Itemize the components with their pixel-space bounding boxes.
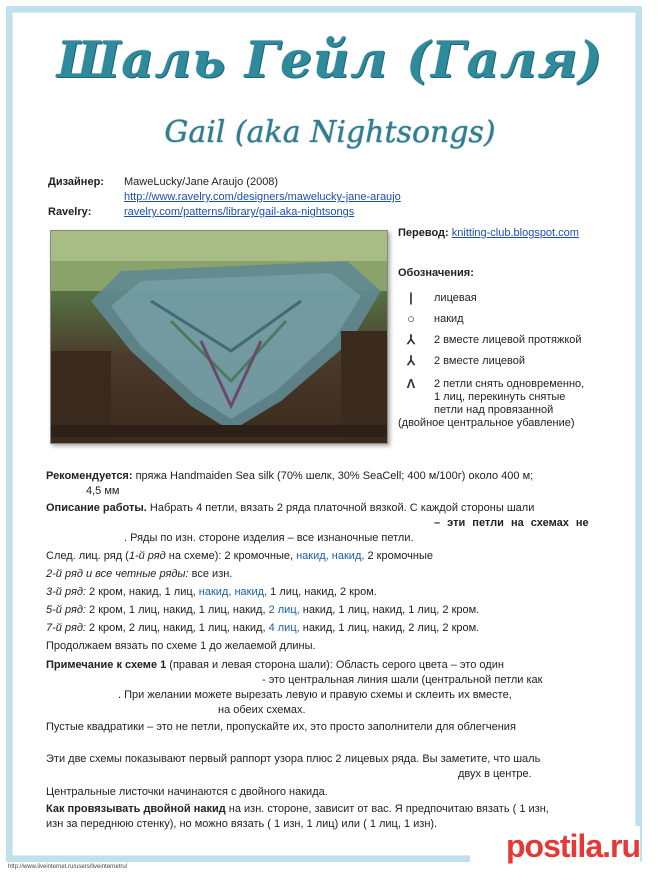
translation-row [398, 227, 579, 239]
description-line-3: . Ряды по изн. стороне изделия – все изнаночные петли. [124, 532, 414, 544]
central-double-decrease-icon: Λ [406, 376, 416, 391]
yarn-over-icon: ○ [407, 311, 415, 326]
legend-item-ssk: 2 вместе лицевой протяжкой [434, 334, 582, 346]
watermark-logo: postila.ru [470, 826, 640, 866]
legend-item-knit: лицевая [434, 292, 477, 304]
row-7-line: 7-й ряд: 2 кром, 2 лиц, накид, 1 лиц, накид, 4 лиц, накид, 1 лиц, накид, 2 лиц, 2 кром. [46, 622, 480, 634]
note-text: (правая и левая сторона шали): Область серого цвета – это один [166, 659, 504, 671]
note-line-3: . При желании можете вырезать левую и правую схемы и склеить их вместе, [118, 689, 512, 701]
row-5-line: 5-й ряд: 2 кром, 1 лиц, накид, 1 лиц, накид, 2 лиц, накид, 1 лиц, накид, 1 лиц, 2 кром. [46, 604, 480, 616]
designer-value: MaweLucky/Jane Araujo (2008) [124, 176, 279, 188]
how-label: Как провязывать двойной накид [46, 803, 226, 815]
note-line-2: - это центральная линия шали (центральной петли как [262, 674, 543, 686]
knit-stitch-icon: | [409, 290, 413, 305]
description-line [46, 501, 534, 515]
row-3-line: 3-й ряд: 2 кром, накид, 1 лиц, накид, накид, 1 лиц, накид, 2 кром. [46, 586, 377, 598]
note-label: Примечание к схеме 1 [46, 659, 167, 671]
row-1-line: След. лиц. ряд (1-й ряд на схеме): 2 кромочные, накид, накид, 2 кромочные [46, 550, 433, 562]
empty-squares-line: Пустые квадратики – это не петли, пропускайте их, это просто заполнители для облегчения [46, 721, 516, 733]
description-label: Описание работы. [46, 502, 147, 514]
how-line-2: изн за переднюю стенку), но можно вязать ( 1 изн, 1 лиц) или ( 1 лиц, 1 изн). [46, 818, 438, 830]
description-line-2: – эти петли на схемах не [434, 517, 589, 529]
two-charts-line-2: двух в центре. [458, 768, 532, 780]
ravelry-row [48, 206, 355, 218]
how-text: на изн. стороне, зависит от вас. Я предпочитаю вязать ( 1 изн, [225, 803, 549, 815]
row-2-line: 2-й ряд и все четные ряды: все изн. [46, 568, 233, 580]
description-text: Набрать 4 петли, вязать 2 ряда платочной вязкой. С каждой стороны шали [149, 502, 535, 514]
k2tog-icon: ⅄ [407, 353, 415, 368]
recommend-text: пряжа Handmaiden Sea silk (70% шелк, 30% SeaCell; 400 м/100г) около 400 м; [135, 470, 534, 482]
designer-row [48, 176, 279, 188]
ssk-icon: ⅄ [407, 332, 415, 347]
page-subtitle: Gail (aka Nightsongs) [164, 115, 496, 150]
designer-link-row [124, 191, 401, 203]
designer-link[interactable]: http://www.ravelry.com/designers/mawelucky-jane-araujo [124, 191, 401, 203]
legend-item-cdd-4: (двойное центральное убавление) [398, 417, 575, 429]
recommend-line-2: 4,5 мм [86, 485, 120, 497]
recommend-label: Рекомендуется: [46, 470, 133, 482]
legend-item-cdd-1: 2 петли снять одновременно, [434, 378, 585, 390]
shawl-photo [50, 230, 388, 444]
leaves-line: Центральные листочки начинаются с двойного накида. [46, 786, 328, 798]
translation-link[interactable]: knitting-club.blogspot.com [451, 227, 579, 239]
recommend-line [46, 469, 533, 483]
footer-url[interactable]: http://www.liveinternet.ru/users/liveinternetru/ [8, 864, 128, 870]
note-line [46, 658, 504, 672]
legend-item-k2tog: 2 вместе лицевой [434, 355, 526, 367]
continue-line: Продолжаем вязать по схеме 1 до желаемой длины. [46, 640, 316, 652]
ravelry-label: Ravelry: [48, 206, 92, 218]
how-line [46, 802, 549, 816]
note-line-4: на обеих схемах. [218, 704, 306, 716]
page-title: Шаль Гейл (Галя) [56, 30, 604, 89]
ravelry-link[interactable]: ravelry.com/patterns/library/gail-aka-nightsongs [124, 206, 355, 218]
two-charts-line: Эти две схемы показывают первый раппорт узора плюс 2 лицевых ряда. Вы заметите, что шаль [46, 753, 541, 765]
legend-item-cdd-2: 1 лиц, перекинуть снятые [434, 391, 566, 403]
designer-label: Дизайнер: [48, 176, 104, 188]
legend-item-yarn-over: накид [434, 313, 464, 325]
legend-heading: Обозначения: [398, 267, 474, 279]
legend-item-cdd-3: петли над провязанной [434, 404, 554, 416]
translation-label: Перевод: [398, 227, 449, 239]
shawl-illustration [51, 231, 387, 443]
